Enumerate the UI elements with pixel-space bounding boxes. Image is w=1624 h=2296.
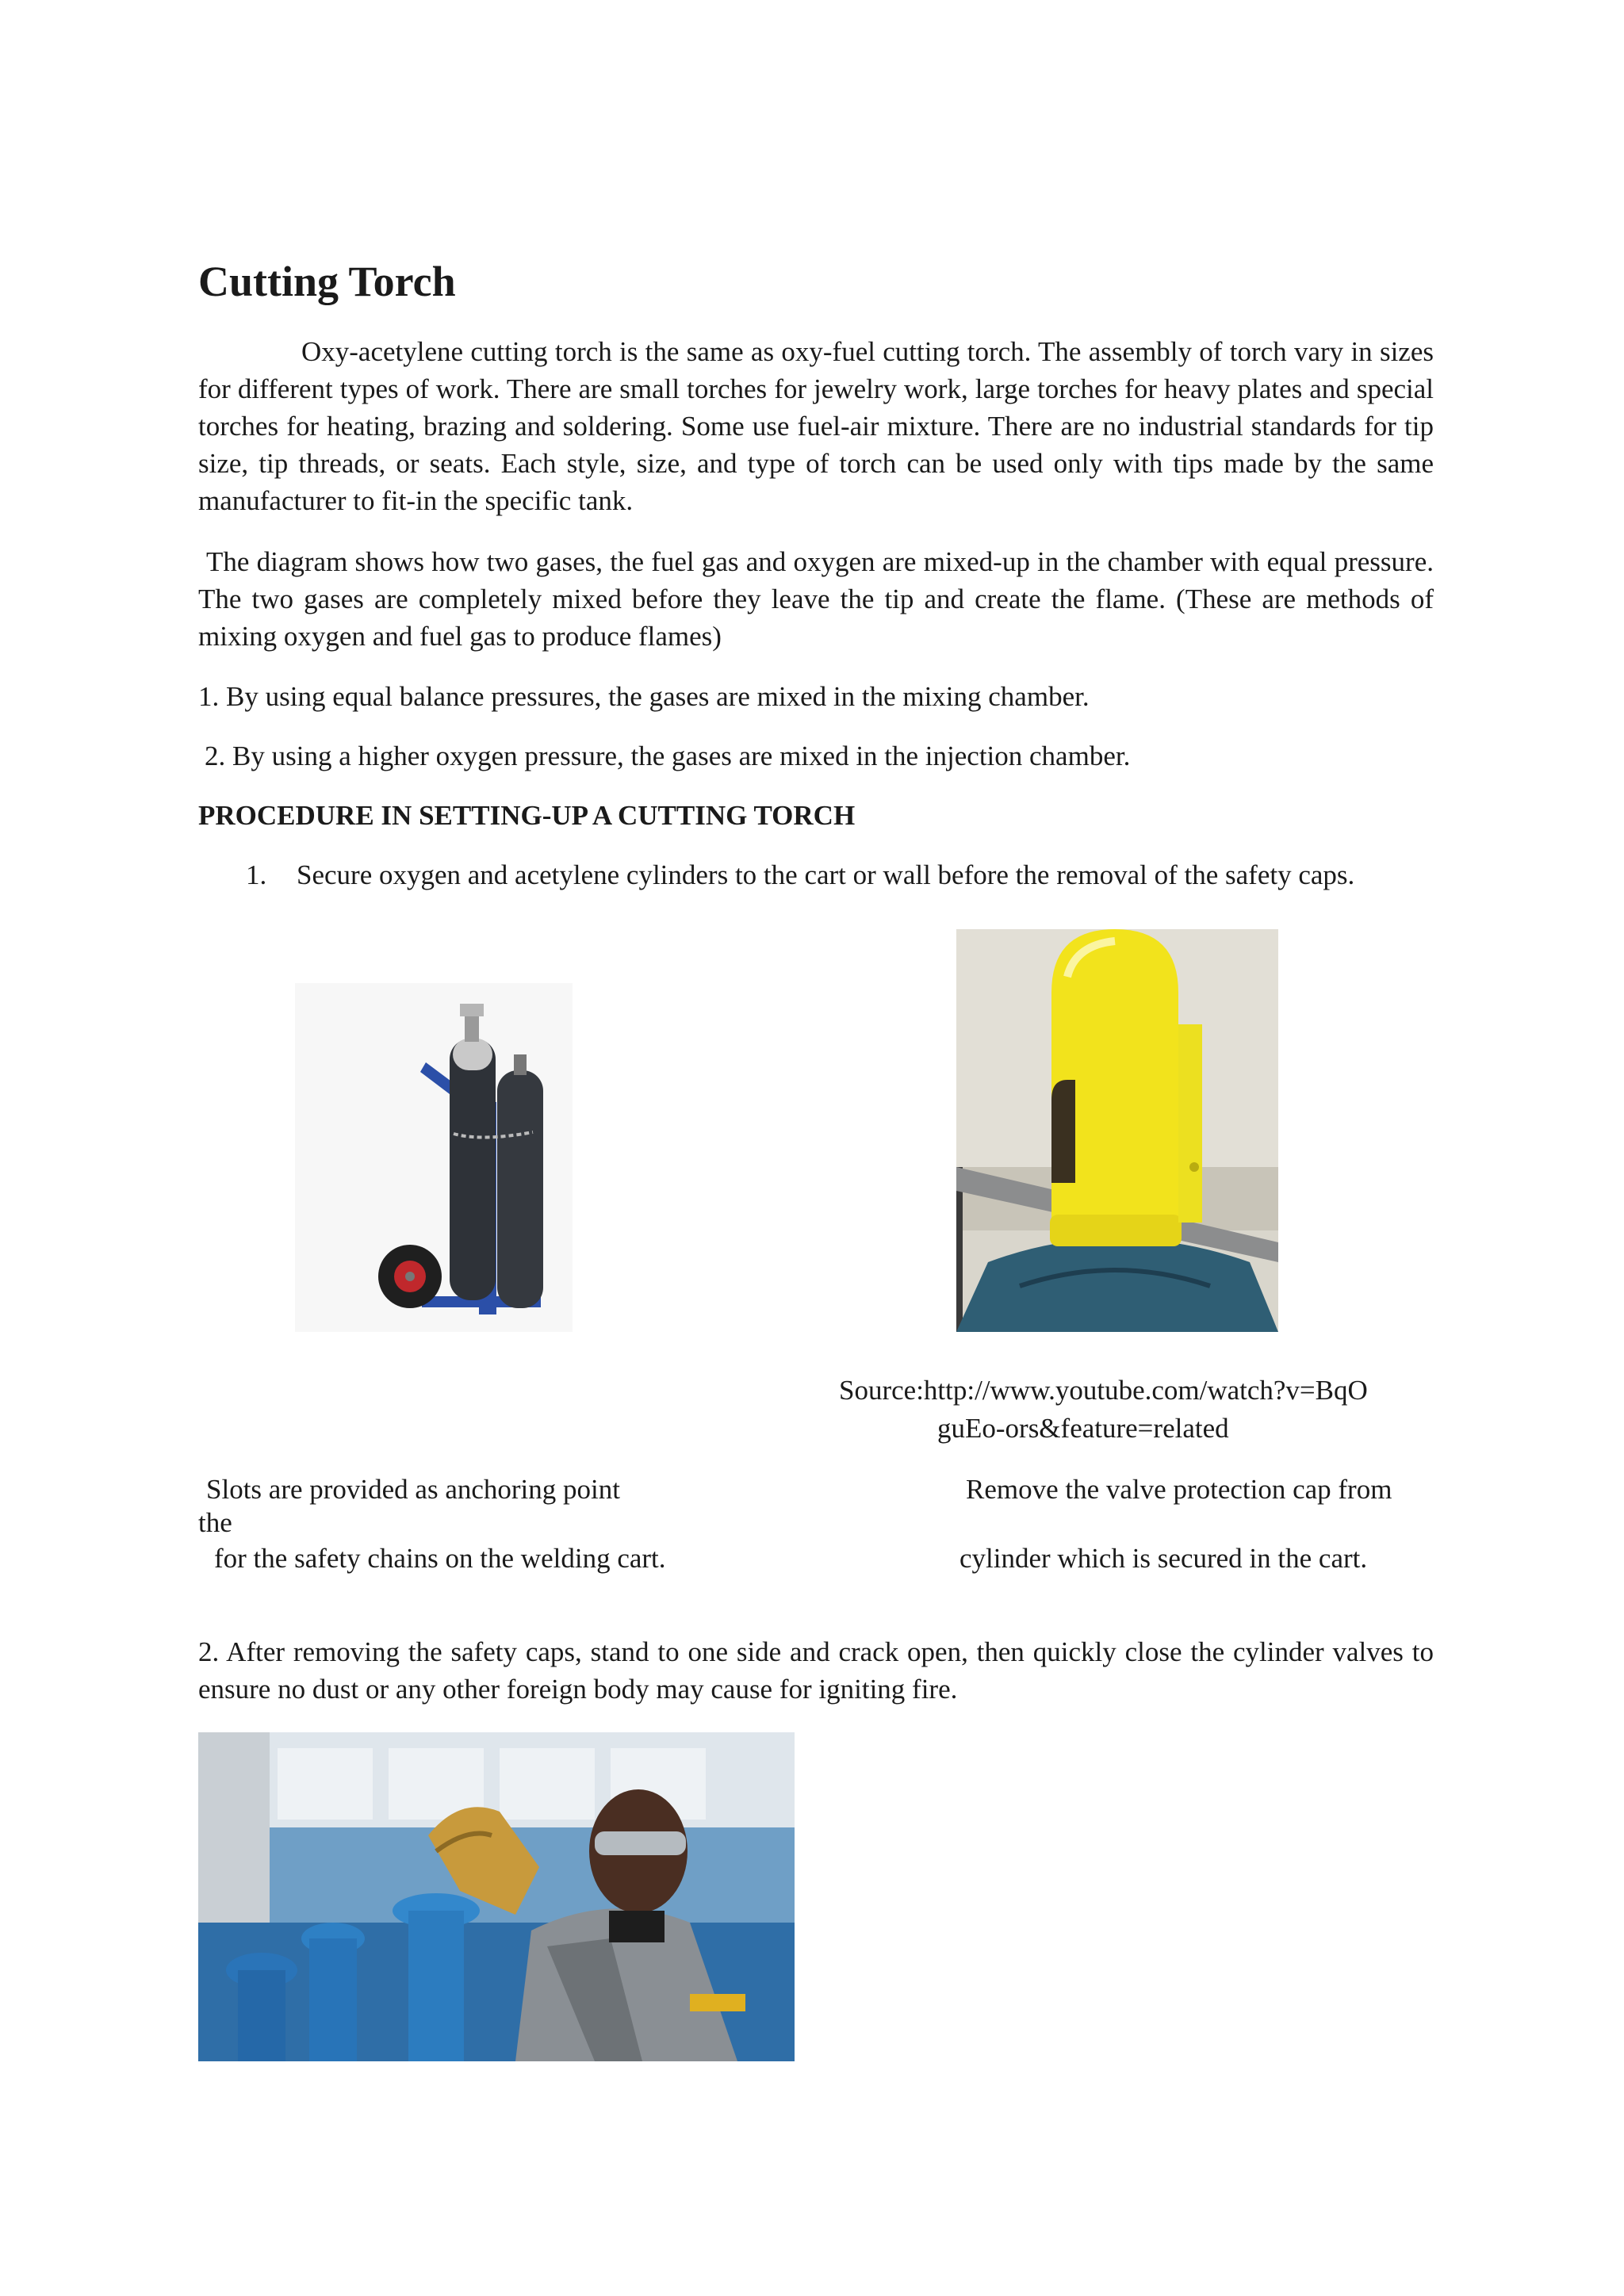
procedure-heading: PROCEDURE IN SETTING-UP A CUTTING TORCH (198, 800, 856, 831)
left-caption-line-2: the (198, 1507, 232, 1538)
right-caption-line-2: cylinder which is secured in the cart. (959, 1543, 1368, 1574)
cylinder-cart-image (295, 983, 573, 1332)
method-2: 2. By using a higher oxygen pressure, the gases are mixed in the injection chamber. (205, 740, 1131, 771)
diagram-paragraph (198, 543, 1434, 655)
source-caption-line-2: guEo-ors&feature=related (937, 1413, 1229, 1444)
source-caption-line-1: Source:http://www.youtube.com/watch?v=BqO (839, 1375, 1368, 1406)
left-caption-line-3: for the safety chains on the welding cart. (214, 1543, 666, 1574)
worker-illustration (198, 1732, 795, 2061)
step-1-text: Secure oxygen and acetylene cylinders to the cart or wall before the removal of the safety caps. (297, 859, 1355, 890)
valve-cap-illustration (956, 929, 1278, 1332)
intro-paragraph (198, 333, 1434, 519)
worker-photo (198, 1732, 795, 2061)
right-caption-line-1: Remove the valve protection cap from (966, 1474, 1392, 1505)
method-1: 1. By using equal balance pressures, the gases are mixed in the mixing chamber. (198, 681, 1090, 712)
step-2-text: 2. After removing the safety caps, stand to one side and crack open, then quickly close the cylinder valves to ensure no dust or any other foreign body may cause for igniting fire. (198, 1636, 1434, 1705)
page-title: Cutting Torch (198, 258, 456, 305)
left-caption-line-1: Slots are provided as anchoring point (206, 1474, 620, 1505)
diagram-text: The diagram shows how two gases, the fuel gas and oxygen are mixed-up in the chamber with equal pressure. The two gases are completely mixed before they leave the tip and create the flame. (These are methods of mixing oxygen and fuel gas to produce flames) (198, 546, 1434, 652)
valve-cap-image (956, 929, 1278, 1332)
cylinder-cart-illustration (295, 983, 573, 1332)
step-1-number: 1. (246, 859, 267, 890)
intro-text: Oxy-acetylene cutting torch is the same as oxy-fuel cutting torch. The assembly of torch vary in sizes for different types of work. There are small torches for jewelry work, large torches for heavy plates and special torches for heating, brazing and soldering. Some use fuel-air mixture. There are no industrial standards for tip size, tip threads, or seats. Each style, size, and type of torch can be used only with tips made by the same manufacturer to fit-in the specific tank. (198, 336, 1434, 516)
